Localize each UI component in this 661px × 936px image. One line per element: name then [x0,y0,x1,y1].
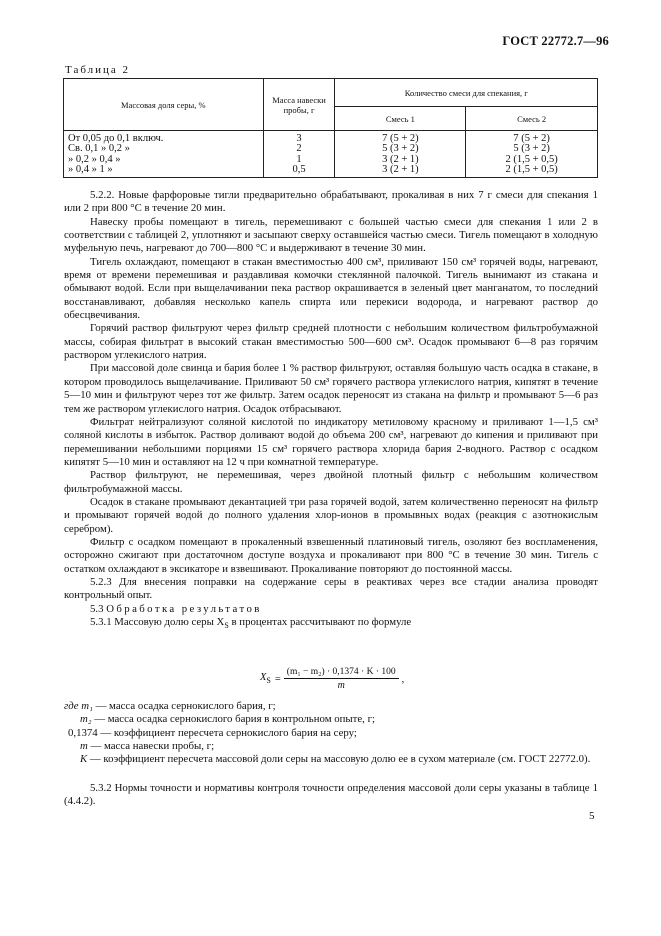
document-header: ГОСТ 22772.7—96 [502,34,609,48]
section-number: 5.3 [90,602,104,615]
subheader-mix1: Смесь 1 [335,107,466,131]
cell-mix2: 2 (1,5 + 0,5) [466,155,598,165]
paragraph: Осадок в стакане промывают декантацией три раза горячей водой, затем количественно переносят на фильтр и промывают горячей водой до полного удаления хлор-ионов в промывных водах (реакция с азотнокислым серебром). [64,495,598,535]
cell-mix1: 3 (2 + 1) [335,155,466,165]
definition-item: m₂ — масса осадка сернокислого бария в контрольном опыте, г; [80,713,376,726]
cell-mass: 1 [263,155,335,165]
formula-denominator: m [337,680,345,691]
definition-item: m — масса навески пробы, г; [80,740,215,753]
page-number: 5 [589,810,595,822]
formula-trail: , [401,673,405,685]
sulfur-table [63,78,598,178]
paragraph-5-2-2: 5.2.2. Новые фарфоровые тигли предварительно обрабатывают, прокаливая в них 7 г смеси для спекания 1 или 2 при 800 °С в течение 20 мин. [64,189,598,215]
paragraph: Фильтрат нейтрализуют соляной кислотой по индикатору метиловому красному и приливают 1—1,5 см³ соляной кислоты в избыток. Раствор доливают водой до объема 200 см³, нагревают до кипения и приливают при перемешивании небольшими порциями 15 см³ горячего раствора хлорида бария 2-водного. Раствор с осадком кипятят 5—10 мин и оставляют на 12 ч при комнатной температуре. [64,415,598,468]
body-text [64,189,598,633]
cell-range: » 0,2 » 0,4 » [64,155,264,165]
cell-mix2: 7 (5 + 2) [466,131,598,145]
formula-fraction [284,667,399,691]
cell-mix1: 3 (2 + 1) [335,165,466,177]
paragraph-5-3-2: 5.3.2 Нормы точности и нормативы контроля точности определения массовой доли серы указаны в таблице 1 (4.4.2). [64,782,598,808]
cell-mass: 0,5 [263,165,335,177]
cell-range: Св. 0,1 » 0,2 » [64,144,264,154]
formula-equals: = [274,673,281,685]
section-heading-5-3 [64,603,598,616]
formula-numerator: (m₁ − m₂) · 0,1374 · K · 100 [284,667,399,679]
paragraph: Тигель охлаждают, помещают в стакан вместимостью 400 см³, приливают 150 см³ горячей воды, нагревают, время от времени перемешивая и раздавливая комочки стеклянной палочкой. Тигель вынимают из стакана и обмывают водой. Если при выщелачивании пека раствор окрашивается в зеленый цвет манганатом, то последний восстанавливают, добавляя несколько капель спирта или перекиси водорода, и нагревают раствор до обесцвечивания. [64,255,598,322]
cell-mix2: 5 (3 + 2) [466,144,598,154]
paragraph: Горячий раствор фильтруют через фильтр средней плотности с небольшим количеством фильтробумажной массы, собирая фильтрат в высокий стакан вместимостью 500—600 см³. Осадок промывают 6—8 раз горячим раствором углекислого натрия. [64,322,598,362]
paragraph-5-2-3: 5.2.3 Для внесения поправки на содержание серы в реактивах через все стадии анализа проводят контрольный опыт. [64,575,598,602]
definitions-list [64,700,598,767]
section-title: Обработка результатов [106,602,262,615]
paragraph-5-3-1: 5.3.1 Массовую долю серы $X_S$ в процентах рассчитывают по формуле [90,616,412,631]
col-header-mass: Масса навески пробы, г [263,79,335,131]
table-title: Таблица 2 [65,64,131,76]
paragraph: При массовой доле свинца и бария более 1 % раствор фильтруют, оставляя большую часть осадка в стакане, в котором проводилось выщелачивание. Приливают 50 см³ горячего раствора углекислого натрия, кипятят в течение 5—10 мин и фильтруют через тот же фильтр. Затем осадок переносят из стакана на фильтр и промывают 5—6 раз тем же раствором углекислого натрия. Осадок отбрасывают. [64,362,598,415]
paragraph: Навеску пробы помещают в тигель, перемешивают с большей частью смеси для спекания 1 или 2 в соответствии с таблицей 2, уплотняют и засыпают сверху оставшейся частью смеси. Тигель помещают в холодную муфельную печь, нагревают до 700—800 °С и выдерживают в течение 30 мин. [64,215,598,255]
cell-mix2: 2 (1,5 + 0,5) [466,165,598,177]
cell-range: » 0,4 » 1 » [64,165,264,177]
cell-range: От 0,05 до 0,1 включ. [64,131,264,145]
definition-item: где m₁ — масса осадка сернокислого бария, г; [64,700,276,712]
paragraph: Раствор фильтруют, не перемешивая, через двойной плотный фильтр с небольшим количеством фильтробумажной массы. [64,469,598,495]
cell-mass: 3 [263,131,335,145]
subheader-mix2: Смесь 2 [466,107,598,131]
cell-mass: 2 [263,144,335,154]
table-row [64,165,598,177]
cell-mix1: 7 (5 + 2) [335,131,466,145]
closing-text [64,782,598,809]
sulfur-formula [260,667,404,691]
definition-item: K — коэффициент пересчета массовой доли серы на массовую долю ее в сухом материале (см. ГОСТ 22772.0). [80,753,591,766]
formula-lhs: $X_S$ [260,672,271,686]
paragraph: Фильтр с осадком помещают в прокаленный взвешенный платиновый тигель, озоляют без воспламенения, осторожно сжигают при достаточном доступе воздуха и прокаливают при 800 °С в течение 30 мин. Тигель с остатком охлаждают в эксикаторе и взвешивают. Прокаливание повторяют до постоянной массы. [64,535,598,575]
col-header-sulfur: Массовая доля серы, % [64,79,264,131]
table-row [64,131,598,145]
cell-mix1: 5 (3 + 2) [335,144,466,154]
col-header-mix: Количество смеси для спекания, г [335,79,598,107]
definition-item: 0,1374 — коэффициент пересчета сернокислого бария на серу; [68,726,357,739]
